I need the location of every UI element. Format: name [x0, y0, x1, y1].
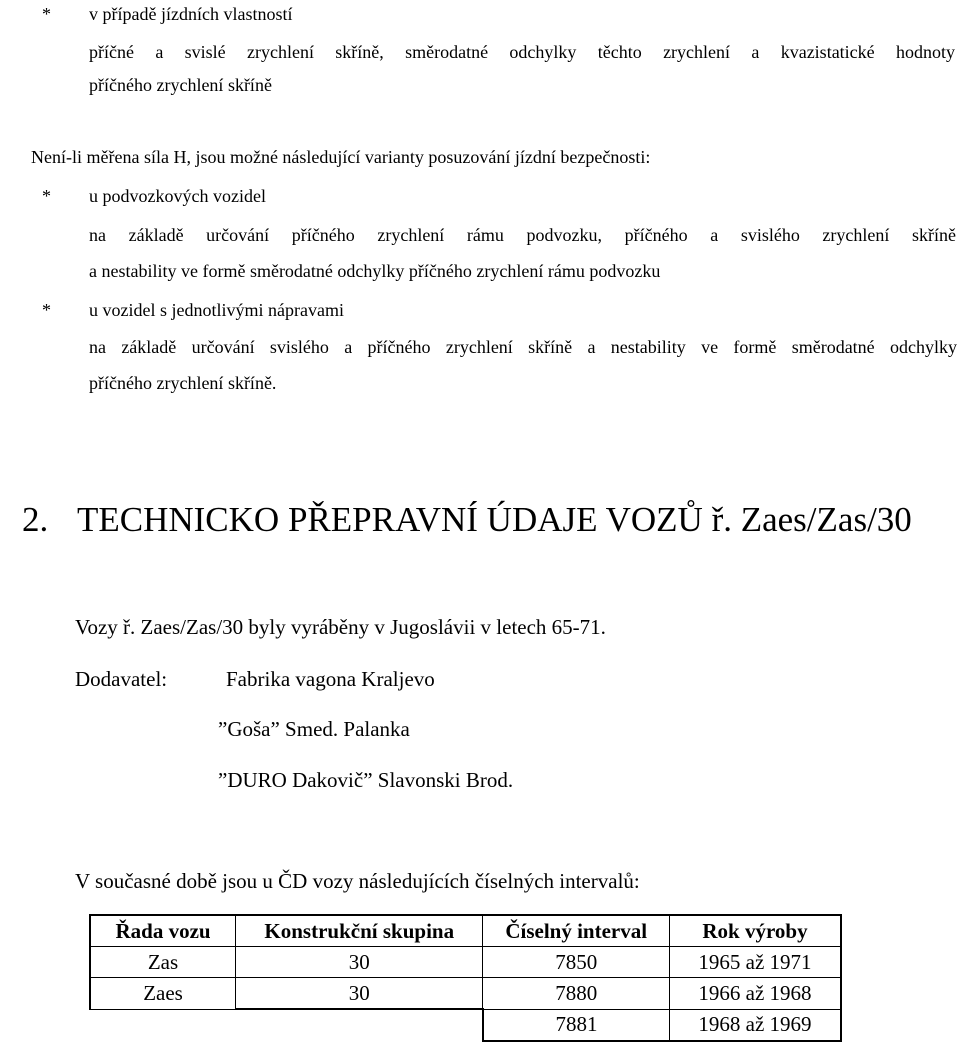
table-intro: V současné době jsou u ČD vozy následujících číselných intervalů:	[75, 869, 640, 893]
cell-number-interval: 7881	[483, 1009, 669, 1041]
paragraph-line: a nestability ve formě směrodatné odchylky příčného zrychlení rámu podvozku	[89, 261, 661, 281]
paragraph-line: na základě určování svislého a příčného zrychlení skříně a nestability ve formě směrodatné odchylky	[89, 337, 957, 357]
wagon-intervals-table	[89, 914, 842, 1042]
cell-construction-group: 30	[236, 978, 483, 1010]
cell-number-interval: 7850	[483, 947, 669, 978]
cell-production-year: 1966 až 1968	[669, 978, 841, 1010]
bullet-text-driving-properties: v případě jízdních vlastností	[89, 4, 293, 24]
cell-construction-group	[236, 1009, 483, 1041]
cell-series: Zaes	[90, 978, 236, 1010]
header-number-interval: Číselný interval	[483, 915, 669, 947]
header-production-year: Rok výroby	[669, 915, 841, 947]
supplier-gosa: ”Goša” Smed. Palanka	[218, 717, 410, 741]
table-header-row	[90, 915, 841, 947]
header-series: Řada vozu	[90, 915, 236, 947]
bullet-text-bogie-vehicles: u podvozkových vozidel	[89, 186, 266, 206]
cell-construction-group: 30	[236, 947, 483, 978]
cell-production-year: 1968 až 1969	[669, 1009, 841, 1041]
paragraph-line: příčné a svislé zrychlení skříně, směrodatné odchylky těchto zrychlení a kvazistatické hodnoty	[89, 42, 955, 62]
cell-production-year: 1965 až 1971	[669, 947, 841, 978]
bullet-star: *	[42, 186, 51, 206]
bullet-star: *	[42, 4, 51, 24]
supplier-label: Dodavatel:	[75, 667, 168, 691]
supplier-kraljevo: Fabrika vagona Kraljevo	[226, 667, 435, 691]
table-row	[90, 947, 841, 978]
cell-series: Zas	[90, 947, 236, 978]
bullet-text-single-axle-vehicles: u vozidel s jednotlivými nápravami	[89, 300, 344, 320]
paragraph-line: na základě určování příčného zrychlení rámu podvozku, příčného a svislého zrychlení skříně	[89, 225, 956, 245]
paragraph-line: Není-li měřena síla H, jsou možné následující varianty posuzování jízdní bezpečnosti:	[31, 147, 651, 167]
bullet-star: *	[42, 300, 51, 320]
paragraph-line: příčného zrychlení skříně.	[89, 373, 277, 393]
production-info: Vozy ř. Zaes/Zas/30 byly vyráběny v Jugoslávii v letech 65-71.	[75, 615, 606, 639]
paragraph-line: příčného zrychlení skříně	[89, 75, 272, 95]
section-number: 2.	[22, 500, 49, 539]
cell-number-interval: 7880	[483, 978, 669, 1010]
cell-series	[90, 1009, 236, 1041]
supplier-duro: ”DURO Dakovič” Slavonski Brod.	[218, 768, 514, 792]
header-construction-group: Konstrukční skupina	[236, 915, 483, 947]
section-heading: TECHNICKO PŘEPRAVNÍ ÚDAJE VOZŮ ř. Zaes/Zas/30	[77, 500, 912, 539]
table-row	[90, 1009, 841, 1041]
table-row	[90, 978, 841, 1010]
